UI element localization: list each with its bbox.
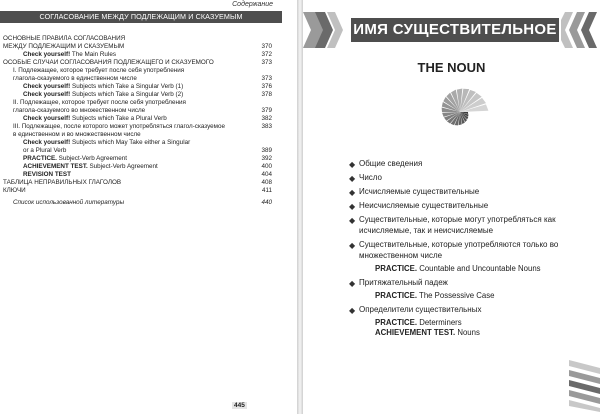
toc-entry-text: в единственном и во множественном числе [13, 131, 141, 138]
toc-page: 373 [261, 75, 272, 82]
chapter-title: ИМЯ СУЩЕСТВИТЕЛЬНОЕ [351, 18, 559, 42]
list-item-text: Исчисляемые существительные [359, 187, 480, 196]
toc-page: 373 [261, 59, 272, 66]
list-item-text: Притяжательный падеж [359, 278, 448, 287]
toc-entry[interactable] [3, 187, 272, 195]
toc-entry-bold: Check yourself! [23, 139, 71, 146]
section-title: СОГЛАСОВАНИЕ МЕЖДУ ПОДЛЕЖАЩИМ И СКАЗУЕМЫМ [0, 11, 282, 23]
subitem-text: Countable and Uncountable Nouns [417, 264, 541, 273]
toc-entry[interactable] [3, 67, 272, 75]
toc-page: 378 [261, 91, 272, 98]
toc-entry-bold: Check yourself! [23, 91, 71, 98]
toc-page: 379 [261, 107, 272, 114]
toc-entry-text: Subjects which May Take either a Singular [70, 139, 191, 146]
right-page [303, 0, 600, 414]
diamond-bullet-icon: ◆ [349, 188, 356, 197]
toc-page: 382 [261, 115, 272, 122]
toc-entry-text: МЕЖДУ ПОДЛЕЖАЩИМ И СКАЗУЕМЫМ [3, 43, 125, 50]
toc-entry[interactable] [3, 139, 272, 147]
list-item[interactable] [349, 172, 589, 183]
running-head: Содержание [232, 1, 273, 8]
toc-entry-text: ТАБЛИЦА НЕПРАВИЛЬНЫХ ГЛАГОЛОВ [3, 179, 122, 186]
subitem-text: The Possessive Case [417, 291, 495, 300]
toc-entry-text: or a Plural Verb [23, 147, 67, 154]
toc-entry[interactable] [3, 163, 272, 171]
diamond-bullet-icon: ◆ [349, 216, 356, 225]
toc-entry-text: глагола-сказуемого во множественном числе [13, 107, 146, 114]
diamond-bullet-icon: ◆ [349, 306, 356, 315]
list-item-text: Существительные, которые употребляются только во множественном числе [359, 240, 559, 260]
toc-page: 376 [261, 83, 272, 90]
subitem-bold: PRACTICE. [375, 291, 418, 300]
list-item-text: Число [359, 173, 383, 182]
toc-entry-bold: Check yourself! [23, 83, 71, 90]
list-item-text: Неисчисляемые существительные [359, 201, 489, 210]
diamond-bullet-icon: ◆ [349, 279, 356, 288]
toc-entry-text: глагола-сказуемого в единственном числе [13, 75, 137, 82]
chevron-ornament-bottom-icon [569, 360, 600, 412]
chapter-subtitle: THE NOUN [417, 60, 486, 75]
toc-page: 389 [261, 147, 272, 154]
toc-entry-bold: PRACTICE. [23, 155, 57, 162]
list-item-text: Существительные, которые могут употребляться как исчисляемые, так и неисчисляемые [359, 215, 556, 235]
toc-entry[interactable] [3, 171, 272, 179]
diamond-bullet-icon: ◆ [349, 160, 356, 169]
toc-entry[interactable] [3, 131, 272, 139]
list-subitem[interactable] [349, 291, 589, 301]
toc-entry-text: I. Подлежащее, которое требует после себя употребления [13, 67, 185, 74]
subitem-text: Determiners [417, 318, 462, 327]
table-of-contents [3, 35, 272, 207]
toc-entry[interactable] [3, 59, 272, 67]
toc-entry[interactable] [3, 123, 272, 131]
subitem-bold: PRACTICE. [375, 264, 418, 273]
left-page [0, 0, 297, 414]
toc-entry[interactable] [3, 51, 272, 59]
toc-entry-text: The Main Rules [70, 51, 116, 58]
toc-entry-bold: ACHIEVEMENT TEST. [23, 163, 88, 170]
toc-entry[interactable] [3, 107, 272, 115]
toc-entry-text: ОСОБЫЕ СЛУЧАИ СОГЛАСОВАНИЯ ПОДЛЕЖАЩЕГО И СКАЗУЕМОГО [3, 59, 214, 66]
toc-entry-text: Subjects which Take a Plural Verb [70, 115, 167, 122]
page-number: 445 [234, 402, 245, 409]
toc-entry[interactable] [3, 199, 272, 207]
toc-entry-text: ОСНОВНЫЕ ПРАВИЛА СОГЛАСОВАНИЯ [3, 35, 126, 42]
list-item-text: Общие сведения [359, 159, 423, 168]
toc-page: 372 [261, 51, 272, 58]
list-item[interactable] [349, 277, 589, 288]
toc-entry-bold: Check yourself! [23, 51, 71, 58]
subitem-text: Nouns [455, 328, 480, 337]
toc-entry[interactable] [3, 75, 272, 83]
chevron-ornament-left-icon [303, 12, 347, 48]
toc-entry[interactable] [3, 35, 272, 43]
toc-entry-bold: Check yourself! [23, 115, 71, 122]
toc-entry-text: Subject-Verb Agreement [87, 163, 158, 170]
chevron-ornament-right-icon [561, 12, 597, 48]
toc-page: 440 [261, 199, 272, 206]
toc-page: 404 [261, 171, 272, 178]
toc-entry-text: III. Подлежащее, после которого может употребляться глагол-сказуемое [13, 123, 225, 130]
toc-page: 411 [261, 187, 272, 194]
toc-page: 370 [261, 43, 272, 50]
toc-page: 408 [261, 179, 272, 186]
toc-entry[interactable] [3, 115, 272, 123]
list-item[interactable] [349, 186, 589, 197]
list-subitem[interactable] [349, 318, 589, 328]
list-item-text: Определители существительных [359, 305, 482, 314]
toc-entry-text: II. Подлежащее, которое требует после себя употребления [13, 99, 186, 106]
toc-entry[interactable] [3, 99, 272, 107]
subitem-bold: ACHIEVEMENT TEST. [375, 328, 456, 337]
toc-entry-text: Subject-Verb Agreement [56, 155, 127, 162]
toc-entry[interactable] [3, 179, 272, 187]
toc-entry[interactable] [3, 155, 272, 163]
toc-entry-text: Subjects which Take a Singular Verb (1) [70, 83, 184, 90]
toc-page: 392 [261, 155, 272, 162]
toc-page: 383 [261, 123, 272, 130]
chapter-contents-list [349, 158, 589, 338]
list-item[interactable] [349, 214, 589, 236]
list-subitem[interactable] [349, 328, 589, 338]
diamond-bullet-icon: ◆ [349, 241, 356, 250]
toc-entry[interactable] [3, 91, 272, 99]
toc-entry-bold: REVISION TEST [23, 171, 71, 178]
subitem-bold: PRACTICE. [375, 318, 418, 327]
toc-entry[interactable] [3, 43, 272, 51]
list-subitem[interactable] [349, 264, 589, 274]
toc-entry[interactable] [3, 147, 272, 155]
spiral-emblem-icon [430, 82, 490, 142]
toc-entry[interactable] [3, 83, 272, 91]
toc-page: 400 [261, 163, 272, 170]
diamond-bullet-icon: ◆ [349, 202, 356, 211]
diamond-bullet-icon: ◆ [349, 174, 356, 183]
toc-entry-text: Список использованной литературы [13, 199, 125, 206]
list-item[interactable] [349, 239, 589, 261]
list-item[interactable] [349, 158, 589, 169]
list-item[interactable] [349, 304, 589, 315]
toc-entry-text: КЛЮЧИ [3, 187, 26, 194]
toc-entry-text: Subjects which Take a Singular Verb (2) [70, 91, 184, 98]
list-item[interactable] [349, 200, 589, 211]
